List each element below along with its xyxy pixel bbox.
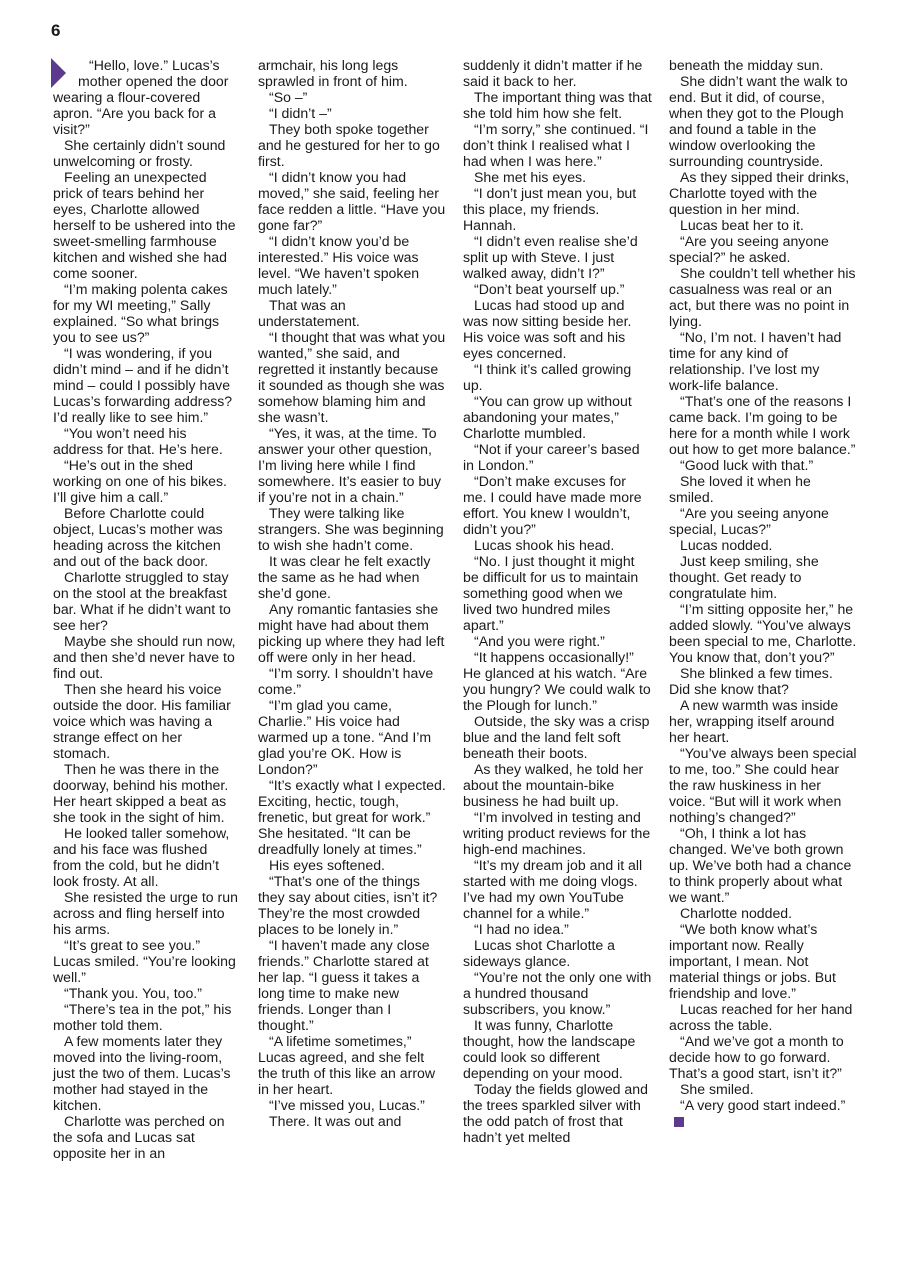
paragraph: “I don’t just mean you, but this place, my friends. Hannah. — [463, 185, 637, 233]
paragraph: They were talking like strangers. She was beginning to wish she hadn’t come. — [258, 505, 444, 553]
text-column-1 — [53, 57, 239, 1161]
square-end-icon — [674, 1117, 684, 1127]
paragraph: Lucas reached for her hand across the table. — [669, 1001, 853, 1033]
paragraph: Lucas beat her to it. — [680, 217, 804, 233]
paragraph: She resisted the urge to run across and fling herself into his arms. — [53, 889, 238, 937]
text-column-4 — [669, 57, 857, 1129]
paragraph: “I’m making polenta cakes for my WI meeting,” Sally explained. “So what brings you to see us?” — [53, 281, 228, 345]
paragraph: Lucas had stood up and was now sitting beside her. His voice was soft and his eyes concerned. — [463, 297, 632, 361]
paragraph: As they walked, he told her about the mountain-bike business he had built up. — [463, 761, 644, 809]
paragraph: Today the fields glowed and the trees sparkled silver with the odd patch of frost that hadn’t yet melted — [463, 1081, 648, 1145]
paragraph: “It happens occasionally!” He glanced at his watch. “Are you hungry? We could walk to the Plough for lunch.” — [463, 649, 651, 713]
paragraph: “I didn’t even realise she’d split up with Steve. I just walked away, didn’t I?” — [463, 233, 638, 281]
paragraph: “You won’t need his address for that. He’s here. — [53, 425, 223, 457]
paragraph: “No, I’m not. I haven’t had time for any kind of relationship. I’ve lost my work-life balance. — [669, 329, 842, 393]
paragraph: She met his eyes. — [474, 169, 587, 185]
paragraph: She smiled. — [680, 1081, 754, 1097]
paragraph: “I thought that was what you wanted,” she said, and regretted it instantly because it sounded as though she was somehow blaming him and she wasn’t. — [258, 329, 446, 425]
paragraph: She blinked a few times. Did she know that? — [669, 665, 833, 697]
paragraph: There. It was out and — [269, 1113, 402, 1129]
paragraph: Lucas nodded. — [680, 537, 773, 553]
paragraph: “I’m sitting opposite her,” he added slowly. “You’ve always been special to me, Charlotte. You know that, don’t you?” — [669, 601, 857, 665]
paragraph: “That’s one of the things they say about cities, isn’t it? They’re the most crowded places to be lonely in.” — [258, 873, 438, 937]
page-number: 6 — [51, 21, 61, 40]
paragraph: “You’re not the only one with a hundred thousand subscribers, you know.” — [463, 969, 652, 1017]
paragraph: “I haven’t made any close friends.” Charlotte stared at her lap. “I guess it takes a long time to make new friends. Longer than I thought.” — [258, 937, 430, 1033]
triangle-marker-icon — [51, 58, 66, 88]
paragraph: “Thank you. You, too.” — [64, 985, 202, 1001]
paragraph: Any romantic fantasies she might have had about them picking up where they had left off were only in her head. — [258, 601, 445, 665]
paragraph: “Are you seeing anyone special, Lucas?” — [669, 505, 829, 537]
paragraph: “It’s exactly what I expected. Exciting, hectic, tough, frenetic, but great for work.” She hesitated. “It can be dreadfully lonely at times.” — [258, 777, 446, 857]
paragraph: “Not if your career’s based in London.” — [463, 441, 640, 473]
paragraph: “So –” — [269, 89, 308, 105]
paragraph: That was an understatement. — [258, 297, 360, 329]
paragraph: “It’s my dream job and it all started with me doing vlogs. I’ve had my own YouTube channel for a while.” — [463, 857, 643, 921]
paragraph: “Oh, I think a lot has changed. We’ve both grown up. We’ve both had a chance to think properly about what we want.” — [669, 825, 852, 905]
paragraph: “I’m sorry. I shouldn’t have come.” — [258, 665, 434, 697]
paragraph: “We both know what’s important now. Really important, I mean. Not material things or jobs. But friendship and love.” — [669, 921, 836, 1001]
paragraph: Then she heard his voice outside the door. His familiar voice which was having a strange effect on her stomach. — [53, 681, 231, 761]
paragraph: He looked taller somehow, and his face was flushed from the cold, but he didn’t look frosty. At all. — [53, 825, 230, 889]
paragraph: Outside, the sky was a crisp blue and the land felt soft beneath their boots. — [463, 713, 650, 761]
paragraph: “Don’t make excuses for me. I could have made more effort. You knew I wouldn’t, didn’t you?” — [463, 473, 642, 537]
paragraph: She certainly didn’t sound unwelcoming or frosty. — [53, 137, 226, 169]
paragraph: “You’ve always been special to me, too.” She could hear the raw huskiness in her voice. “But will it work when nothing’s changed?” — [669, 745, 857, 825]
text-column-2 — [258, 57, 446, 1129]
paragraph: She couldn’t tell whether his casualness was real or an act, but there was no point in lying. — [669, 265, 856, 329]
paragraph: “Don’t beat yourself up.” — [474, 281, 625, 297]
paragraph: “You can grow up without abandoning your mates,” Charlotte mumbled. — [463, 393, 632, 441]
paragraph: Lucas shot Charlotte a sideways glance. — [463, 937, 616, 969]
paragraph: “Hello, love.” Lucas’s mother opened the door wearing a flour-covered apron. “Are you back for a visit?” — [53, 57, 229, 137]
paragraph: “Are you seeing anyone special?” he asked. — [669, 233, 829, 265]
text-column-3 — [463, 57, 653, 1145]
paragraph: “I think it’s called growing up. — [463, 361, 632, 393]
paragraph: Feeling an unexpected prick of tears behind her eyes, Charlotte allowed herself to be ushered into the sweet-smelling farmhouse kitchen and wished she had come sooner. — [53, 169, 236, 281]
paragraph: A few moments later they moved into the living-room, just the two of them. Lucas’s mother had stayed in the kitchen. — [53, 1033, 231, 1113]
paragraph: His eyes softened. — [269, 857, 385, 873]
paragraph: “I had no idea.” — [474, 921, 569, 937]
paragraph: “I didn’t know you’d be interested.” His voice was level. “We haven’t spoken much lately.” — [258, 233, 420, 297]
paragraph: “I’m involved in testing and writing product reviews for the high-end machines. — [463, 809, 651, 857]
paragraph: “I didn’t know you had moved,” she said, feeling her face redden a little. “Have you gone far?” — [258, 169, 446, 233]
paragraph: “No. I just thought it might be difficult for us to maintain something good when we lived two hundred miles apart.” — [463, 553, 639, 633]
paragraph: suddenly it didn’t matter if he said it back to her. — [463, 57, 643, 89]
paragraph: “It’s great to see you.” Lucas smiled. “You’re looking well.” — [53, 937, 236, 985]
paragraph: Maybe she should run now, and then she’d never have to find out. — [53, 633, 236, 681]
paragraph: She didn’t want the walk to end. But it did, of course, when they got to the Plough and found a table in the window overlooking the surrounding countryside. — [669, 73, 848, 169]
paragraph: “I’m glad you came, Charlie.” His voice had warmed up a tone. “And I’m glad you’re OK. How is London?” — [258, 697, 432, 777]
paragraph: “And you were right.” — [474, 633, 605, 649]
paragraph: Charlotte nodded. — [680, 905, 793, 921]
paragraph: “That’s one of the reasons I came back. I’m going to be here for a month while I work out how to get more balance.” — [669, 393, 856, 457]
final-paragraph — [669, 1097, 857, 1129]
paragraph: Lucas shook his head. — [474, 537, 615, 553]
paragraph: “There’s tea in the pot,” his mother told them. — [53, 1001, 232, 1033]
paragraph: Before Charlotte could object, Lucas’s mother was heading across the kitchen and out of the back door. — [53, 505, 223, 569]
paragraph: “I’m sorry,” she continued. “I don’t think I realised what I had when I was here.” — [463, 121, 649, 169]
paragraph: “He’s out in the shed working on one of his bikes. I’ll give him a call.” — [53, 457, 227, 505]
paragraph: “I was wondering, if you didn’t mind – and if he didn’t mind – could I possibly have Lucas’s forwarding address? I’d really like to see him.” — [53, 345, 233, 425]
paragraph: They both spoke together and he gestured for her to go first. — [258, 121, 440, 169]
paragraph: “And we’ve got a month to decide how to go forward. That’s a good start, isn’t it?” — [669, 1033, 844, 1081]
paragraph: She loved it when he smiled. — [669, 473, 811, 505]
paragraph: “I didn’t –” — [269, 105, 332, 121]
paragraph: Charlotte struggled to stay on the stool at the breakfast bar. What if he didn’t want to see her? — [53, 569, 231, 633]
paragraph: “A lifetime sometimes,” Lucas agreed, and she felt the truth of this like an arrow in her heart. — [258, 1033, 436, 1097]
paragraph: “Yes, it was, at the time. To answer your other question, I’m living here while I find somewhere. It’s easier to buy if you’re not in a chain.” — [258, 425, 442, 505]
paragraph: Then he was there in the doorway, behind his mother. Her heart skipped a beat as she took in the sight of him. — [53, 761, 229, 825]
final-paragraph-text: “A very good start indeed.” — [680, 1097, 846, 1113]
paragraph: As they sipped their drinks, Charlotte toyed with the question in her mind. — [669, 169, 850, 217]
paragraph: It was clear he felt exactly the same as he had when she’d gone. — [258, 553, 431, 601]
paragraph: armchair, his long legs sprawled in front of him. — [258, 57, 408, 89]
paragraph: “I’ve missed you, Lucas.” — [269, 1097, 425, 1113]
paragraph: The important thing was that she told him how she felt. — [463, 89, 652, 121]
paragraph: beneath the midday sun. — [669, 57, 824, 73]
paragraph: A new warmth was inside her, wrapping itself around her heart. — [669, 697, 839, 745]
paragraph: Just keep smiling, she thought. Get ready to congratulate him. — [669, 553, 819, 601]
paragraph: It was funny, Charlotte thought, how the landscape could look so different depending on your mood. — [463, 1017, 636, 1081]
paragraph: “Good luck with that.” — [680, 457, 814, 473]
paragraph: Charlotte was perched on the sofa and Lucas sat opposite her in an — [53, 1113, 225, 1161]
